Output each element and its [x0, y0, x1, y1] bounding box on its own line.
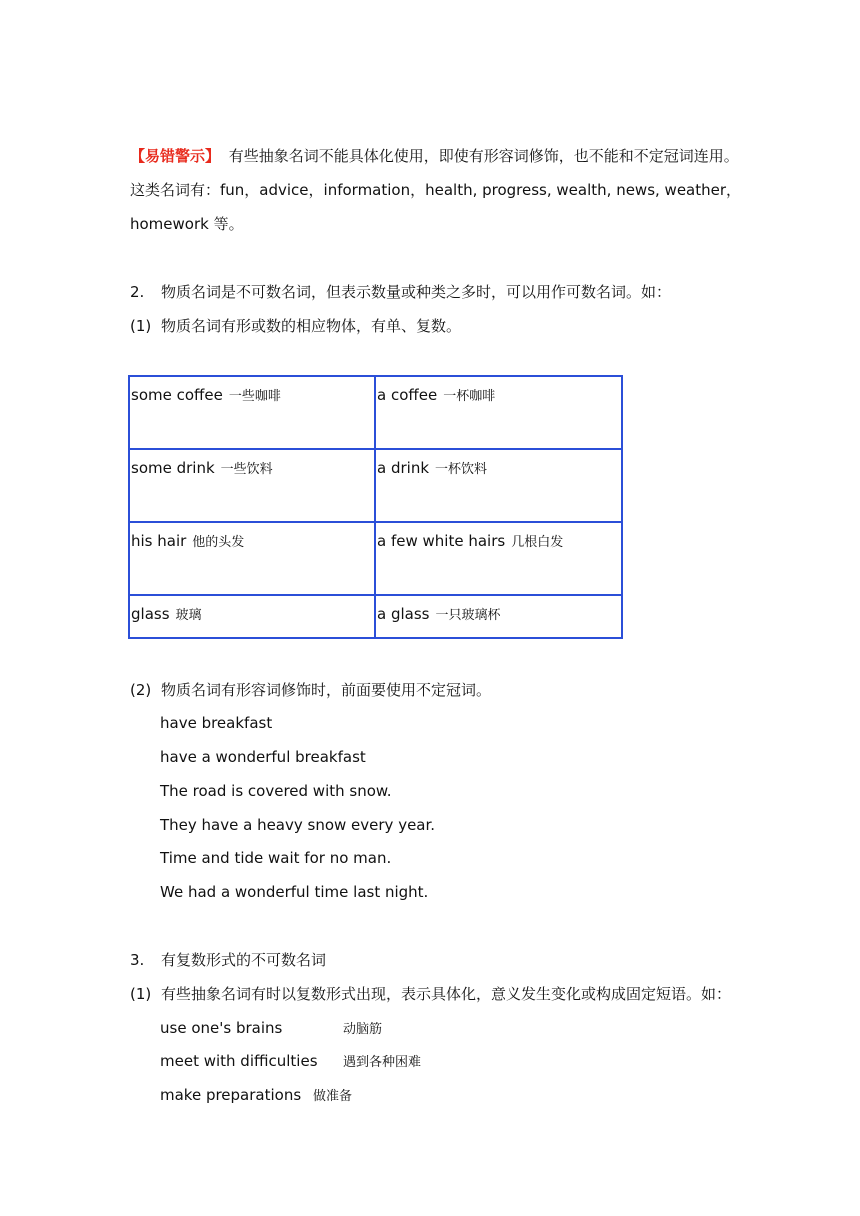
example-line: have breakfast [160, 714, 273, 732]
table-row [129, 595, 622, 638]
sub-2-number: (2) [130, 681, 152, 699]
sub-1-text: 物质名词有形或数的相应物体，有单、复数。 [161, 317, 462, 335]
cell-zh: 他的头发 [192, 535, 245, 550]
cell-en: a glass [377, 605, 430, 623]
table-cell [129, 522, 375, 595]
section-2-title: 物质名词是不可数名词，但表示数量或种类之多时，可以用作可数名词。如： [161, 283, 672, 301]
warning-line-2: 这类名词有：fun，advice，information，health, progress, wealth, news, weather， [130, 181, 742, 199]
section-2-sub-1 [130, 316, 461, 336]
sub-1-number: (1) [130, 985, 152, 1003]
cell-en: his hair [131, 532, 187, 550]
phrase-en: use one's brains [160, 1019, 283, 1037]
cell-zh: 一杯饮料 [435, 462, 488, 477]
table-cell [129, 595, 375, 638]
section-3-sub-1 [130, 984, 731, 1004]
example-line: We had a wonderful time last night. [160, 883, 429, 901]
phrase-line [160, 1085, 352, 1107]
warning-tag: 【易错警示】 [130, 147, 221, 165]
phrase-line [160, 1051, 421, 1073]
table-cell [129, 376, 375, 449]
warning-text-1: 有些抽象名词不能具体化使用，即使有形容词修饰，也不能和不定冠词连用。 [228, 147, 739, 165]
section-2-heading [130, 282, 671, 302]
phrase-zh: 做准备 [313, 1089, 353, 1104]
warning-line-3: homework 等。 [130, 215, 244, 233]
cell-zh: 一只玻璃杯 [435, 608, 501, 623]
phrase-line [160, 1018, 382, 1040]
sub-2-text: 物质名词有形容词修饰时，前面要使用不定冠词。 [161, 681, 492, 699]
cell-zh: 一杯咖啡 [443, 389, 496, 404]
section-3-heading [130, 950, 326, 970]
table-row [129, 522, 622, 595]
phrase-zh: 动脑筋 [343, 1022, 383, 1037]
cell-en: a drink [377, 459, 430, 477]
table-cell [375, 449, 622, 522]
noun-table [128, 375, 623, 639]
section-2-number: 2. [130, 283, 145, 301]
example-line: The road is covered with snow. [160, 782, 392, 800]
warning-line-1 [130, 146, 739, 166]
cell-zh: 几根白发 [511, 535, 564, 550]
cell-en: glass [131, 605, 170, 623]
table-cell [129, 449, 375, 522]
cell-en: a few white hairs [377, 532, 506, 550]
example-line: They have a heavy snow every year. [160, 816, 436, 834]
phrase-en: meet with difficulties [160, 1052, 318, 1070]
sub-1-number: (1) [130, 317, 152, 335]
table-cell [375, 595, 622, 638]
cell-zh: 一些咖啡 [228, 389, 281, 404]
table-cell [375, 522, 622, 595]
table-row [129, 376, 622, 449]
cell-zh: 玻璃 [175, 608, 202, 623]
cell-en: some coffee [131, 386, 223, 404]
table-row [129, 449, 622, 522]
phrase-en: make preparations [160, 1086, 302, 1104]
example-line: Time and tide wait for no man. [160, 849, 392, 867]
phrase-zh: 遇到各种困难 [343, 1055, 422, 1070]
section-3-number: 3. [130, 951, 145, 969]
cell-en: a coffee [377, 386, 438, 404]
cell-zh: 一些饮料 [220, 462, 273, 477]
cell-en: some drink [131, 459, 215, 477]
section-2-sub-2 [130, 680, 491, 700]
table-cell [375, 376, 622, 449]
section-3-title: 有复数形式的不可数名词 [161, 951, 327, 969]
sub-1-text: 有些抽象名词有时以复数形式出现，表示具体化，意义发生变化或构成固定短语。如： [161, 985, 732, 1003]
example-line: have a wonderful breakfast [160, 748, 366, 766]
